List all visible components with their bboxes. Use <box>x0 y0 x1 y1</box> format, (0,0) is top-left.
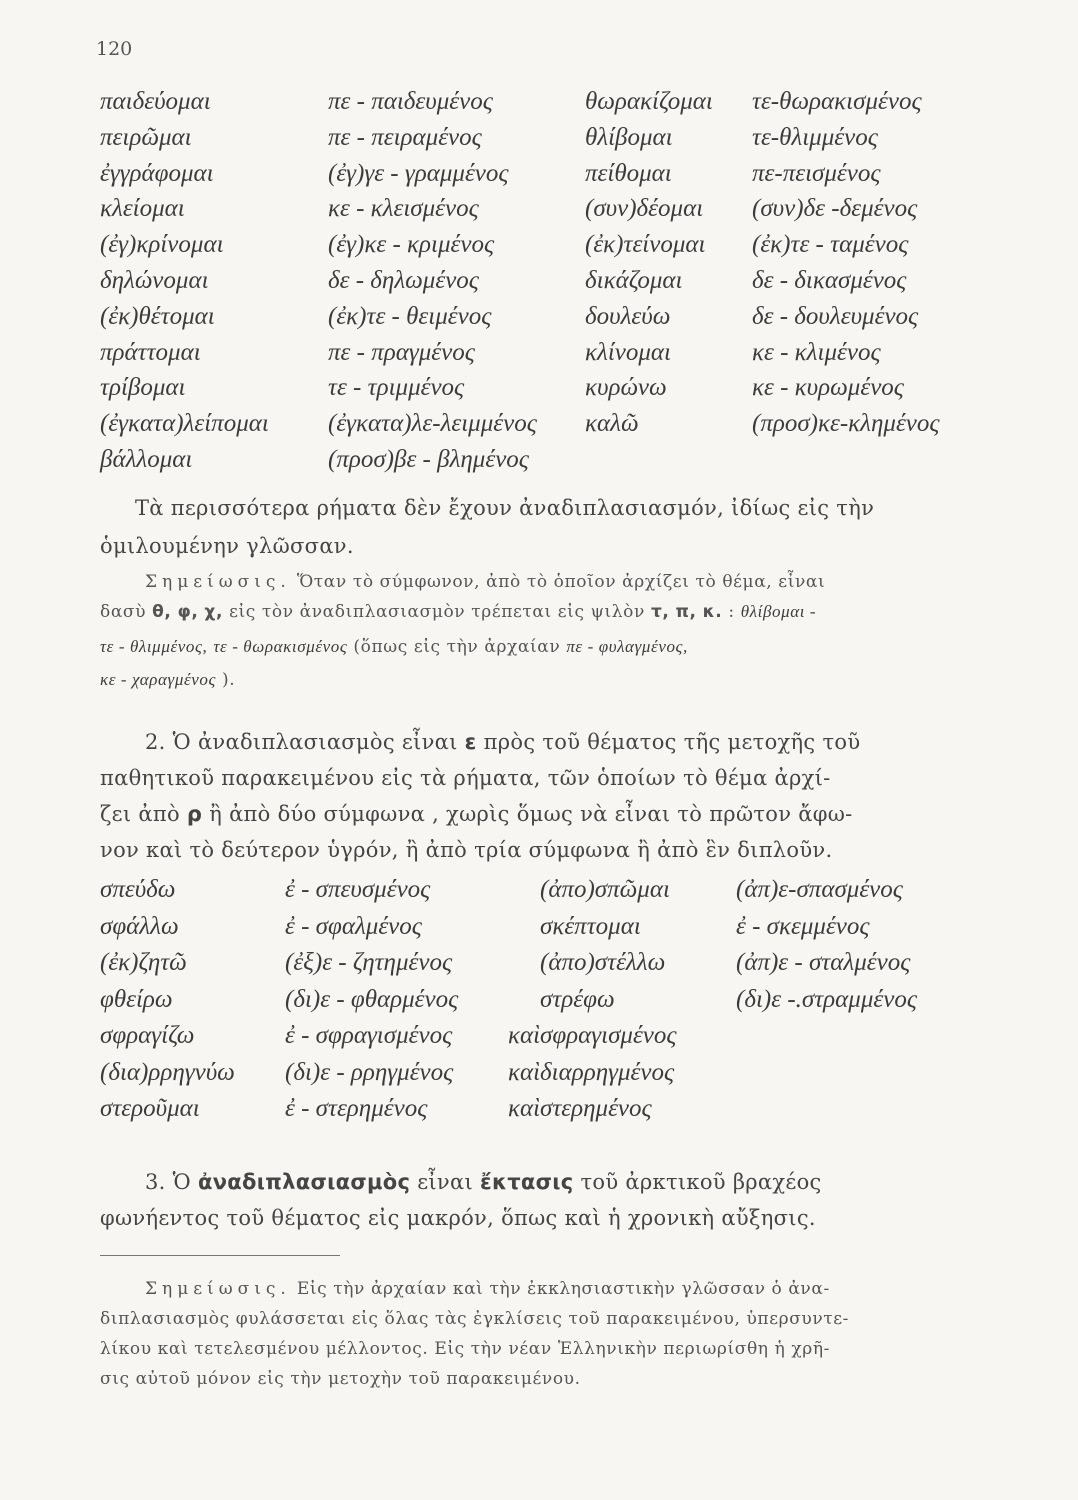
table-cell: τε-θωρακισμένος <box>752 88 922 115</box>
table-cell: (ἐξ)ε - ζητημένος <box>285 949 453 976</box>
table-cell: πειρῶμαι <box>100 123 192 151</box>
table-cell: (ἐκ)τείνομαι <box>585 231 706 259</box>
table-cell: (δια)ρρηγνύω <box>100 1058 235 1086</box>
table-cell: στρέφω <box>540 985 615 1013</box>
table-cell: (ἀπ)ε - σταλμένος <box>736 949 911 976</box>
paragraph-1-line-2: ὁμιλουμένην γλῶσσαν. <box>100 534 354 558</box>
table-cell: σπεύδω <box>100 876 176 903</box>
section-number: 3. <box>145 1170 166 1194</box>
page-number: 120 <box>96 38 133 60</box>
table-row <box>0 876 1078 910</box>
table-cell: κυρώνω <box>585 374 667 402</box>
paragraph-text: ἢ ἀπὸ δύο σύμφωνα , χωρὶς ὅμως νὰ εἶναι τὸ πρῶτον ἄφω- <box>209 802 853 826</box>
footnote-line-4: σις αὐτοῦ μόνον εἰς τὴν μετοχὴν τοῦ παρακειμένου. <box>100 1369 581 1389</box>
paragraph-2-line-1 <box>145 724 860 760</box>
table-cell: δουλεύω <box>585 302 671 330</box>
table-cell: πράττομαι <box>100 338 201 366</box>
section-number: 2. <box>145 730 166 754</box>
table-cell: πε - παιδευμένος <box>328 88 493 115</box>
table-cell: (προσ)βε - βλημένος <box>328 446 529 473</box>
table-cell: σκέπτομαι <box>540 912 641 940</box>
table-cell: (δι)ε -.στραμμένος <box>736 985 917 1013</box>
note-text: εἰς τὸν ἀναδιπλασιασμὸν τρέπεται εἰς ψιλὸν <box>229 602 645 622</box>
note-1-line-4 <box>100 665 235 695</box>
paragraph-text: Ὁ ἀναδιπλασιασμὸς εἶναι <box>172 730 458 754</box>
table-cell: ἐ - σπευσμένος <box>285 876 431 903</box>
table-cell: (ἐκ)θέτομαι <box>100 302 215 330</box>
table-cell: παιδεύομαι <box>100 88 211 115</box>
table-cell: πείθομαι <box>585 159 672 187</box>
table-cell: δε - δικασμένος <box>752 267 907 294</box>
table-cell: τε - τριμμένος <box>328 374 465 402</box>
example-word: θλίβομαι - <box>740 602 817 621</box>
table-row <box>0 160 1078 194</box>
table-cell: καὶ <box>508 1058 541 1086</box>
paragraph-2-line-3 <box>100 796 853 832</box>
footnote-divider <box>100 1255 340 1256</box>
table-cell: (ἐκ)τε - θειμένος <box>328 302 492 330</box>
paragraph-text: εἶναι <box>417 1170 473 1194</box>
letter-kappa: κ. <box>702 602 723 622</box>
table-row <box>0 124 1078 158</box>
table-cell: (δι)ε - φθαρμένος <box>285 985 459 1013</box>
note-label: Σημείωσις. <box>145 572 291 592</box>
table-cell: (ἐγ)κρίνομαι <box>100 231 224 259</box>
table-cell: πε-πεισμένος <box>752 159 881 187</box>
table-cell: δε - δηλωμένος <box>328 267 479 294</box>
letter-epsilon: ε <box>464 730 477 754</box>
note-text: δασὺ <box>100 602 147 622</box>
table-row <box>0 231 1078 265</box>
footnote-line-1 <box>145 1274 830 1304</box>
table-row <box>0 986 1078 1020</box>
table-cell: (ἐκ)ζητῶ <box>100 949 187 976</box>
paragraph-text: τοῦ ἀρκτικοῦ βραχέος <box>580 1170 822 1194</box>
letter-rho: ρ <box>186 802 203 826</box>
table-cell: κλίνομαι <box>585 338 671 366</box>
table-cell: σφάλλω <box>100 912 179 940</box>
table-cell: (ἐγκατα)λείπομαι <box>100 410 269 438</box>
example-word: τε - θλιμμένος, <box>100 637 208 656</box>
note-1-line-1 <box>145 567 825 597</box>
table-row <box>0 410 1078 444</box>
note-text: ). <box>222 670 236 690</box>
table-row <box>0 88 1078 122</box>
table-cell: διαρρηγμένος <box>540 1058 675 1086</box>
table-row <box>0 267 1078 301</box>
table-cell: κλείομαι <box>100 195 185 223</box>
table-cell: (συν)δέομαι <box>585 195 704 223</box>
letter-chi: χ, <box>204 602 224 622</box>
table-cell: τρίβομαι <box>100 374 186 402</box>
letter-tau: τ, <box>650 602 670 622</box>
table-cell: δηλώνομαι <box>100 267 209 294</box>
table-cell: θωρακίζομαι <box>585 88 713 115</box>
table-cell: (ἀπο)στέλλω <box>540 949 666 976</box>
table-cell: (προσ)κε-κλημένος <box>752 410 940 438</box>
letter-phi: φ, <box>177 602 199 622</box>
table-cell: (ἀπο)σπῶμαι <box>540 876 670 903</box>
table-cell: κε - κλιμένος <box>752 338 881 366</box>
bold-term: ἀναδιπλασιασμὸς <box>197 1170 411 1194</box>
table-cell: καὶ <box>508 1022 541 1049</box>
table-cell: πε - πραγμένος <box>328 338 475 366</box>
footnote-line-3: λίκου καὶ τετελεσμένου μέλλοντος. Εἰς τὴν νέαν Ἑλληνικὴν περιωρίσθη ἡ χρῆ- <box>100 1339 831 1359</box>
table-cell: (δι)ε - ρρηγμένος <box>285 1058 454 1086</box>
table-cell: φθείρω <box>100 985 173 1013</box>
table-row <box>0 195 1078 229</box>
example-word: τε - θωρακισμένος <box>213 637 348 656</box>
table-cell: πε - πειραμένος <box>328 123 482 151</box>
table-cell: ἐ - σκεμμένος <box>736 912 870 940</box>
table-row <box>0 374 1078 408</box>
table-row <box>0 1095 1078 1129</box>
table-row <box>0 913 1078 947</box>
table-cell: καλῶ <box>585 410 639 438</box>
note-label: Σημείωσις. <box>145 1279 291 1299</box>
table-row <box>0 339 1078 373</box>
table-cell: βάλλομαι <box>100 446 193 473</box>
paragraph-3-line-1 <box>145 1164 822 1200</box>
table-cell: τε-θλιμμένος <box>752 123 878 151</box>
paragraph-1-line-1: Τὰ περισσότερα ρήματα δὲν ἔχουν ἀναδιπλασιασμόν, ἰδίως εἰς τὴν <box>135 496 875 520</box>
table-cell: (ἐγ)κε - κριμένος <box>328 231 495 259</box>
paragraph-3-line-2: φωνήεντος τοῦ θέματος εἰς μακρόν, ὅπως καὶ ἡ χρονικὴ αὔξησις. <box>100 1206 816 1230</box>
note-1-line-3 <box>100 632 688 662</box>
paragraph-text: ζει ἀπὸ <box>100 802 180 826</box>
table-cell: στεροῦμαι <box>100 1095 200 1122</box>
footnote-text: Εἰς τὴν ἀρχαίαν καὶ τὴν ἐκκλησιαστικὴν γλῶσσαν ὁ ἀνα- <box>296 1279 830 1299</box>
table-cell: (ἐκ)τε - ταμένος <box>752 231 909 259</box>
table-row <box>0 1059 1078 1093</box>
table-cell: (συν)δε -δεμένος <box>752 195 918 223</box>
paragraph-2-line-2: παθητικοῦ παρακειμένου εἰς τὰ ρήματα, τῶν ὁποίων τὸ θέμα ἀρχί- <box>100 766 831 790</box>
note-1-line-2: δασὺ θ, φ, χ, εἰς τὸν ἀναδιπλασιασμὸν τρέπεται εἰς ψιλὸν τ, π, κ. : θλίβομαι - <box>100 602 817 622</box>
example-word: πε - φυλαγμένος, <box>566 637 688 656</box>
example-word: κε - χαραγμένος <box>100 670 217 689</box>
letter-theta: θ, <box>152 602 172 622</box>
paragraph-2-line-4: νον καὶ τὸ δεύτερον ὑγρόν, ἢ ἀπὸ τρία σύμφωνα ἢ ἀπὸ ἓν διπλοῦν. <box>100 838 833 862</box>
table-cell: δικάζομαι <box>585 267 683 294</box>
table-row <box>0 446 1078 480</box>
table-cell: σφραγισμένος <box>540 1022 677 1049</box>
bold-term: ἔκτασις <box>479 1170 574 1194</box>
table-cell: δε - δουλευμένος <box>752 302 919 330</box>
table-row <box>0 303 1078 337</box>
table-row <box>0 949 1078 983</box>
table-cell: θλίβομαι <box>585 123 673 151</box>
table-cell: (ἐγ)γε - γραμμένος <box>328 159 509 187</box>
table-cell: ἐ - στερημένος <box>285 1095 428 1122</box>
table-cell: σφραγίζω <box>100 1022 195 1049</box>
paragraph-text: Ὁ <box>172 1170 191 1194</box>
note-text: (ὅπως εἰς τὴν ἀρχαίαν <box>353 637 561 657</box>
table-cell: ἐ - σφραγισμένος <box>285 1022 453 1049</box>
table-cell: (ἐγκατα)λε-λειμμένος <box>328 410 537 438</box>
note-text: Ὅταν τὸ σύμφωνον, ἀπὸ τὸ ὁποῖον ἀρχίζει τὸ θέμα, εἶναι <box>296 572 826 592</box>
table-cell: κε - κλεισμένος <box>328 195 479 223</box>
table-cell: ἐγγράφομαι <box>100 159 214 187</box>
table-cell: κε - κυρωμένος <box>752 374 904 402</box>
paragraph-text: πρὸς τοῦ θέματος τῆς μετοχῆς τοῦ <box>483 730 861 754</box>
table-cell: ἐ - σφαλμένος <box>285 912 422 940</box>
table-cell: καὶ <box>508 1095 541 1122</box>
table-cell: στερημένος <box>540 1095 652 1122</box>
table-cell: (ἀπ)ε-σπασμένος <box>736 876 903 903</box>
table-row <box>0 1022 1078 1056</box>
letter-pi: π, <box>675 602 697 622</box>
footnote-line-2: διπλασιασμὸς φυλάσσεται εἰς ὅλας τὰς ἐγκλίσεις τοῦ παρακειμένου, ὑπερσυντε- <box>100 1309 850 1329</box>
